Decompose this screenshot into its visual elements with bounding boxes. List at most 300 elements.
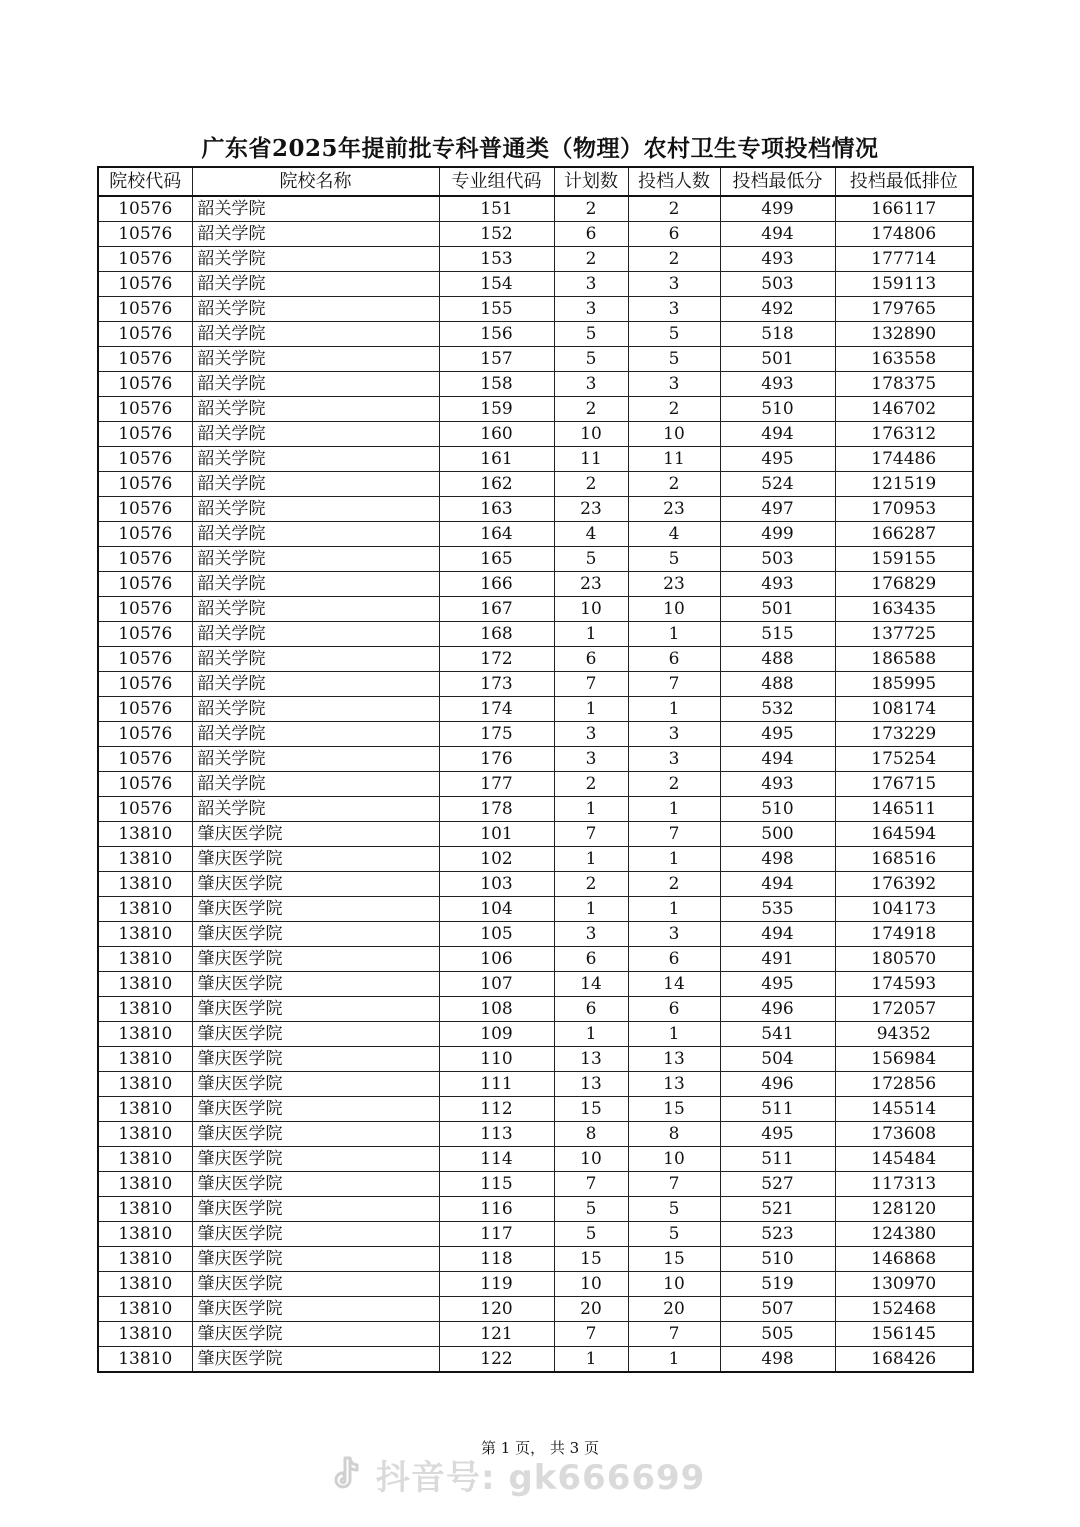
cell-min-score: 493 [720,247,835,272]
cell-plan-count: 10 [554,1272,628,1297]
cell-group-code: 154 [439,272,554,297]
cell-min-score: 519 [720,1272,835,1297]
cell-school-name: 肇庆医学院 [192,947,439,972]
cell-min-score: 492 [720,297,835,322]
cell-min-score: 523 [720,1222,835,1247]
cell-admitted-count: 1 [628,1347,720,1373]
table-row [98,597,973,622]
cell-admitted-count: 13 [628,1072,720,1097]
cell-school-name: 韶关学院 [192,322,439,347]
cell-group-code: 173 [439,672,554,697]
cell-min-rank: 174806 [835,222,973,247]
cell-min-score: 527 [720,1172,835,1197]
table-row [98,1022,973,1047]
cell-admitted-count: 3 [628,922,720,947]
cell-school-name: 韶关学院 [192,422,439,447]
cell-admitted-count: 1 [628,847,720,872]
cell-admitted-count: 5 [628,1197,720,1222]
cell-school-name: 肇庆医学院 [192,1322,439,1347]
cell-plan-count: 1 [554,1022,628,1047]
cell-group-code: 176 [439,747,554,772]
cell-min-score: 495 [720,1122,835,1147]
cell-school-name: 韶关学院 [192,772,439,797]
cell-group-code: 106 [439,947,554,972]
cell-min-rank: 186588 [835,647,973,672]
cell-group-code: 111 [439,1072,554,1097]
cell-school-code: 10576 [98,797,192,822]
cell-school-name: 韶关学院 [192,722,439,747]
cell-school-code: 13810 [98,872,192,897]
table-row [98,722,973,747]
cell-admitted-count: 6 [628,647,720,672]
cell-group-code: 165 [439,547,554,572]
cell-min-score: 495 [720,447,835,472]
table-row [98,897,973,922]
cell-min-rank: 166287 [835,522,973,547]
cell-min-rank: 145514 [835,1097,973,1122]
cell-group-code: 153 [439,247,554,272]
cell-school-code: 10576 [98,472,192,497]
cell-min-score: 511 [720,1147,835,1172]
cell-school-code: 10576 [98,522,192,547]
cell-group-code: 105 [439,922,554,947]
cell-group-code: 113 [439,1122,554,1147]
cell-plan-count: 13 [554,1072,628,1097]
table-row [98,1322,973,1347]
header-min-score: 投档最低分 [720,167,835,196]
cell-min-score: 495 [720,722,835,747]
cell-min-rank: 128120 [835,1197,973,1222]
cell-min-score: 532 [720,697,835,722]
cell-admitted-count: 4 [628,522,720,547]
table-row [98,297,973,322]
cell-school-name: 韶关学院 [192,397,439,422]
cell-plan-count: 1 [554,1347,628,1373]
table-row [98,747,973,772]
cell-admitted-count: 6 [628,222,720,247]
page-number: 第 1 页， 共 3 页 [481,1439,599,1457]
cell-school-code: 10576 [98,622,192,647]
cell-admitted-count: 5 [628,547,720,572]
table-row [98,397,973,422]
cell-school-code: 10576 [98,722,192,747]
cell-min-rank: 172057 [835,997,973,1022]
cell-school-name: 肇庆医学院 [192,1272,439,1297]
table-row [98,472,973,497]
cell-plan-count: 10 [554,1147,628,1172]
cell-group-code: 117 [439,1222,554,1247]
cell-school-code: 10576 [98,497,192,522]
cell-plan-count: 3 [554,372,628,397]
cell-min-rank: 174593 [835,972,973,997]
cell-plan-count: 1 [554,897,628,922]
cell-min-rank: 130970 [835,1272,973,1297]
cell-min-rank: 124380 [835,1222,973,1247]
cell-min-rank: 177714 [835,247,973,272]
cell-group-code: 177 [439,772,554,797]
watermark-text: 抖音号: gk666699 [376,1458,706,1498]
cell-school-code: 13810 [98,1197,192,1222]
cell-group-code: 163 [439,497,554,522]
cell-school-code: 13810 [98,997,192,1022]
cell-school-code: 10576 [98,672,192,697]
cell-plan-count: 11 [554,447,628,472]
cell-plan-count: 20 [554,1297,628,1322]
cell-group-code: 172 [439,647,554,672]
cell-admitted-count: 3 [628,297,720,322]
table-row [98,547,973,572]
table-row [98,947,973,972]
cell-min-score: 504 [720,1047,835,1072]
cell-plan-count: 23 [554,497,628,522]
cell-school-name: 肇庆医学院 [192,847,439,872]
cell-school-name: 韶关学院 [192,497,439,522]
cell-min-score: 494 [720,422,835,447]
table-row [98,847,973,872]
cell-plan-count: 2 [554,397,628,422]
header-group-code: 专业组代码 [439,167,554,196]
cell-school-code: 13810 [98,1247,192,1272]
cell-min-rank: 94352 [835,1022,973,1047]
cell-plan-count: 13 [554,1047,628,1072]
cell-plan-count: 6 [554,647,628,672]
table-row [98,247,973,272]
table-row [98,497,973,522]
cell-school-name: 肇庆医学院 [192,1097,439,1122]
cell-school-name: 韶关学院 [192,272,439,297]
cell-min-rank: 121519 [835,472,973,497]
cell-school-name: 韶关学院 [192,672,439,697]
cell-school-code: 13810 [98,947,192,972]
cell-school-code: 10576 [98,747,192,772]
cell-min-score: 496 [720,997,835,1022]
table-row [98,522,973,547]
cell-min-rank: 152468 [835,1297,973,1322]
document-title: 广东省2025年提前批专科普通类（物理）农村卫生专项投档情况 [201,135,879,162]
cell-min-rank: 170953 [835,497,973,522]
cell-min-score: 510 [720,797,835,822]
cell-min-rank: 173608 [835,1122,973,1147]
cell-min-score: 499 [720,196,835,222]
table-row [98,447,973,472]
cell-min-rank: 146511 [835,797,973,822]
table-row [98,1147,973,1172]
cell-group-code: 157 [439,347,554,372]
cell-admitted-count: 2 [628,397,720,422]
cell-plan-count: 6 [554,997,628,1022]
cell-school-code: 10576 [98,222,192,247]
cell-group-code: 161 [439,447,554,472]
cell-group-code: 114 [439,1147,554,1172]
table-row [98,872,973,897]
cell-group-code: 122 [439,1347,554,1373]
cell-admitted-count: 23 [628,497,720,522]
cell-school-code: 13810 [98,922,192,947]
cell-admitted-count: 3 [628,372,720,397]
cell-admitted-count: 1 [628,622,720,647]
cell-min-score: 494 [720,222,835,247]
cell-min-score: 491 [720,947,835,972]
cell-admitted-count: 6 [628,997,720,1022]
cell-school-code: 10576 [98,247,192,272]
cell-group-code: 108 [439,997,554,1022]
cell-plan-count: 1 [554,697,628,722]
cell-min-rank: 176715 [835,772,973,797]
cell-plan-count: 1 [554,847,628,872]
cell-school-code: 13810 [98,1097,192,1122]
table-row [98,922,973,947]
cell-group-code: 115 [439,1172,554,1197]
header-school-code: 院校代码 [98,167,192,196]
cell-school-code: 10576 [98,297,192,322]
cell-school-code: 13810 [98,1147,192,1172]
cell-school-code: 10576 [98,697,192,722]
cell-plan-count: 2 [554,472,628,497]
cell-plan-count: 10 [554,597,628,622]
cell-plan-count: 1 [554,797,628,822]
cell-school-name: 肇庆医学院 [192,897,439,922]
cell-group-code: 112 [439,1097,554,1122]
cell-group-code: 178 [439,797,554,822]
cell-admitted-count: 2 [628,772,720,797]
cell-school-code: 13810 [98,1022,192,1047]
cell-plan-count: 3 [554,722,628,747]
cell-school-name: 肇庆医学院 [192,1347,439,1373]
cell-school-code: 13810 [98,1072,192,1097]
cell-admitted-count: 2 [628,196,720,222]
cell-admitted-count: 2 [628,472,720,497]
table-row [98,1197,973,1222]
cell-min-score: 494 [720,872,835,897]
cell-admitted-count: 5 [628,322,720,347]
cell-admitted-count: 1 [628,1022,720,1047]
cell-plan-count: 8 [554,1122,628,1147]
cell-school-name: 韶关学院 [192,797,439,822]
cell-min-score: 495 [720,972,835,997]
table-row [98,822,973,847]
cell-plan-count: 3 [554,747,628,772]
table-row [98,1247,973,1272]
header-plan-count: 计划数 [554,167,628,196]
cell-min-score: 515 [720,622,835,647]
cell-admitted-count: 8 [628,1122,720,1147]
cell-group-code: 174 [439,697,554,722]
cell-school-name: 韶关学院 [192,222,439,247]
table-row [98,1297,973,1322]
cell-school-name: 韶关学院 [192,622,439,647]
cell-school-name: 韶关学院 [192,572,439,597]
cell-min-rank: 117313 [835,1172,973,1197]
cell-min-rank: 159155 [835,547,973,572]
admission-table [97,166,974,1373]
cell-min-rank: 176829 [835,572,973,597]
cell-min-score: 493 [720,572,835,597]
cell-group-code: 156 [439,322,554,347]
cell-school-code: 13810 [98,897,192,922]
cell-group-code: 118 [439,1247,554,1272]
cell-school-name: 肇庆医学院 [192,1047,439,1072]
cell-admitted-count: 6 [628,947,720,972]
watermark [330,1450,705,1499]
cell-min-score: 507 [720,1297,835,1322]
cell-school-code: 13810 [98,1222,192,1247]
cell-min-score: 541 [720,1022,835,1047]
cell-min-rank: 178375 [835,372,973,397]
cell-school-name: 韶关学院 [192,697,439,722]
table-row [98,347,973,372]
cell-min-score: 503 [720,272,835,297]
cell-min-score: 500 [720,822,835,847]
table-row [98,972,973,997]
cell-group-code: 152 [439,222,554,247]
cell-plan-count: 7 [554,672,628,697]
cell-school-code: 10576 [98,597,192,622]
cell-min-score: 498 [720,1347,835,1373]
table-row [98,1047,973,1072]
table-row [98,1172,973,1197]
cell-plan-count: 2 [554,772,628,797]
cell-plan-count: 3 [554,922,628,947]
cell-min-score: 496 [720,1072,835,1097]
table-row [98,697,973,722]
cell-school-code: 13810 [98,972,192,997]
cell-admitted-count: 23 [628,572,720,597]
cell-min-rank: 108174 [835,697,973,722]
cell-school-code: 10576 [98,272,192,297]
cell-min-score: 510 [720,397,835,422]
table-row [98,372,973,397]
cell-admitted-count: 7 [628,822,720,847]
cell-school-name: 肇庆医学院 [192,1222,439,1247]
cell-school-code: 10576 [98,397,192,422]
cell-school-code: 13810 [98,1272,192,1297]
cell-min-score: 494 [720,747,835,772]
cell-min-rank: 172856 [835,1072,973,1097]
cell-plan-count: 14 [554,972,628,997]
cell-admitted-count: 13 [628,1047,720,1072]
cell-group-code: 175 [439,722,554,747]
table-header-row [98,167,973,196]
cell-school-name: 肇庆医学院 [192,997,439,1022]
cell-admitted-count: 1 [628,797,720,822]
cell-min-rank: 176392 [835,872,973,897]
cell-min-rank: 175254 [835,747,973,772]
cell-plan-count: 5 [554,322,628,347]
cell-school-name: 肇庆医学院 [192,1072,439,1097]
cell-school-code: 10576 [98,647,192,672]
header-school-name: 院校名称 [192,167,439,196]
cell-min-rank: 156984 [835,1047,973,1072]
cell-school-name: 肇庆医学院 [192,1297,439,1322]
cell-group-code: 162 [439,472,554,497]
cell-min-rank: 145484 [835,1147,973,1172]
cell-school-code: 13810 [98,1047,192,1072]
cell-min-score: 510 [720,1247,835,1272]
cell-min-rank: 174486 [835,447,973,472]
cell-school-name: 韶关学院 [192,347,439,372]
cell-min-score: 488 [720,672,835,697]
cell-school-name: 韶关学院 [192,447,439,472]
cell-admitted-count: 7 [628,1172,720,1197]
cell-group-code: 159 [439,397,554,422]
header-admitted-count: 投档人数 [628,167,720,196]
cell-group-code: 102 [439,847,554,872]
cell-plan-count: 3 [554,272,628,297]
table-row [98,572,973,597]
cell-min-rank: 173229 [835,722,973,747]
cell-school-name: 肇庆医学院 [192,1247,439,1272]
cell-group-code: 155 [439,297,554,322]
cell-school-code: 13810 [98,1322,192,1347]
cell-plan-count: 5 [554,1222,628,1247]
cell-plan-count: 5 [554,1197,628,1222]
cell-group-code: 167 [439,597,554,622]
cell-plan-count: 7 [554,1322,628,1347]
cell-admitted-count: 14 [628,972,720,997]
cell-school-name: 韶关学院 [192,372,439,397]
cell-min-score: 505 [720,1322,835,1347]
cell-plan-count: 15 [554,1247,628,1272]
cell-plan-count: 6 [554,222,628,247]
table-row [98,1347,973,1373]
cell-group-code: 151 [439,196,554,222]
cell-min-score: 501 [720,597,835,622]
cell-school-name: 韶关学院 [192,597,439,622]
cell-plan-count: 2 [554,247,628,272]
cell-group-code: 164 [439,522,554,547]
cell-school-code: 13810 [98,847,192,872]
cell-min-score: 497 [720,497,835,522]
cell-group-code: 120 [439,1297,554,1322]
cell-min-score: 493 [720,372,835,397]
cell-school-name: 肇庆医学院 [192,922,439,947]
cell-admitted-count: 7 [628,672,720,697]
table-row [98,1097,973,1122]
cell-plan-count: 5 [554,347,628,372]
cell-min-score: 501 [720,347,835,372]
cell-min-rank: 156145 [835,1322,973,1347]
cell-school-code: 13810 [98,1122,192,1147]
cell-admitted-count: 15 [628,1097,720,1122]
table-row [98,272,973,297]
cell-school-code: 10576 [98,772,192,797]
table-row [98,1072,973,1097]
cell-admitted-count: 20 [628,1297,720,1322]
cell-admitted-count: 2 [628,247,720,272]
cell-school-code: 10576 [98,572,192,597]
cell-min-rank: 146702 [835,397,973,422]
table-row [98,222,973,247]
cell-school-name: 肇庆医学院 [192,1197,439,1222]
cell-group-code: 158 [439,372,554,397]
cell-school-name: 韶关学院 [192,547,439,572]
cell-school-code: 10576 [98,372,192,397]
cell-admitted-count: 15 [628,1247,720,1272]
cell-min-score: 511 [720,1097,835,1122]
cell-admitted-count: 11 [628,447,720,472]
cell-school-code: 13810 [98,822,192,847]
cell-admitted-count: 10 [628,597,720,622]
cell-min-rank: 159113 [835,272,973,297]
cell-min-score: 521 [720,1197,835,1222]
cell-min-rank: 146868 [835,1247,973,1272]
cell-school-code: 10576 [98,447,192,472]
cell-school-name: 韶关学院 [192,196,439,222]
table-row [98,422,973,447]
table-row [98,772,973,797]
cell-plan-count: 1 [554,622,628,647]
cell-school-name: 肇庆医学院 [192,822,439,847]
